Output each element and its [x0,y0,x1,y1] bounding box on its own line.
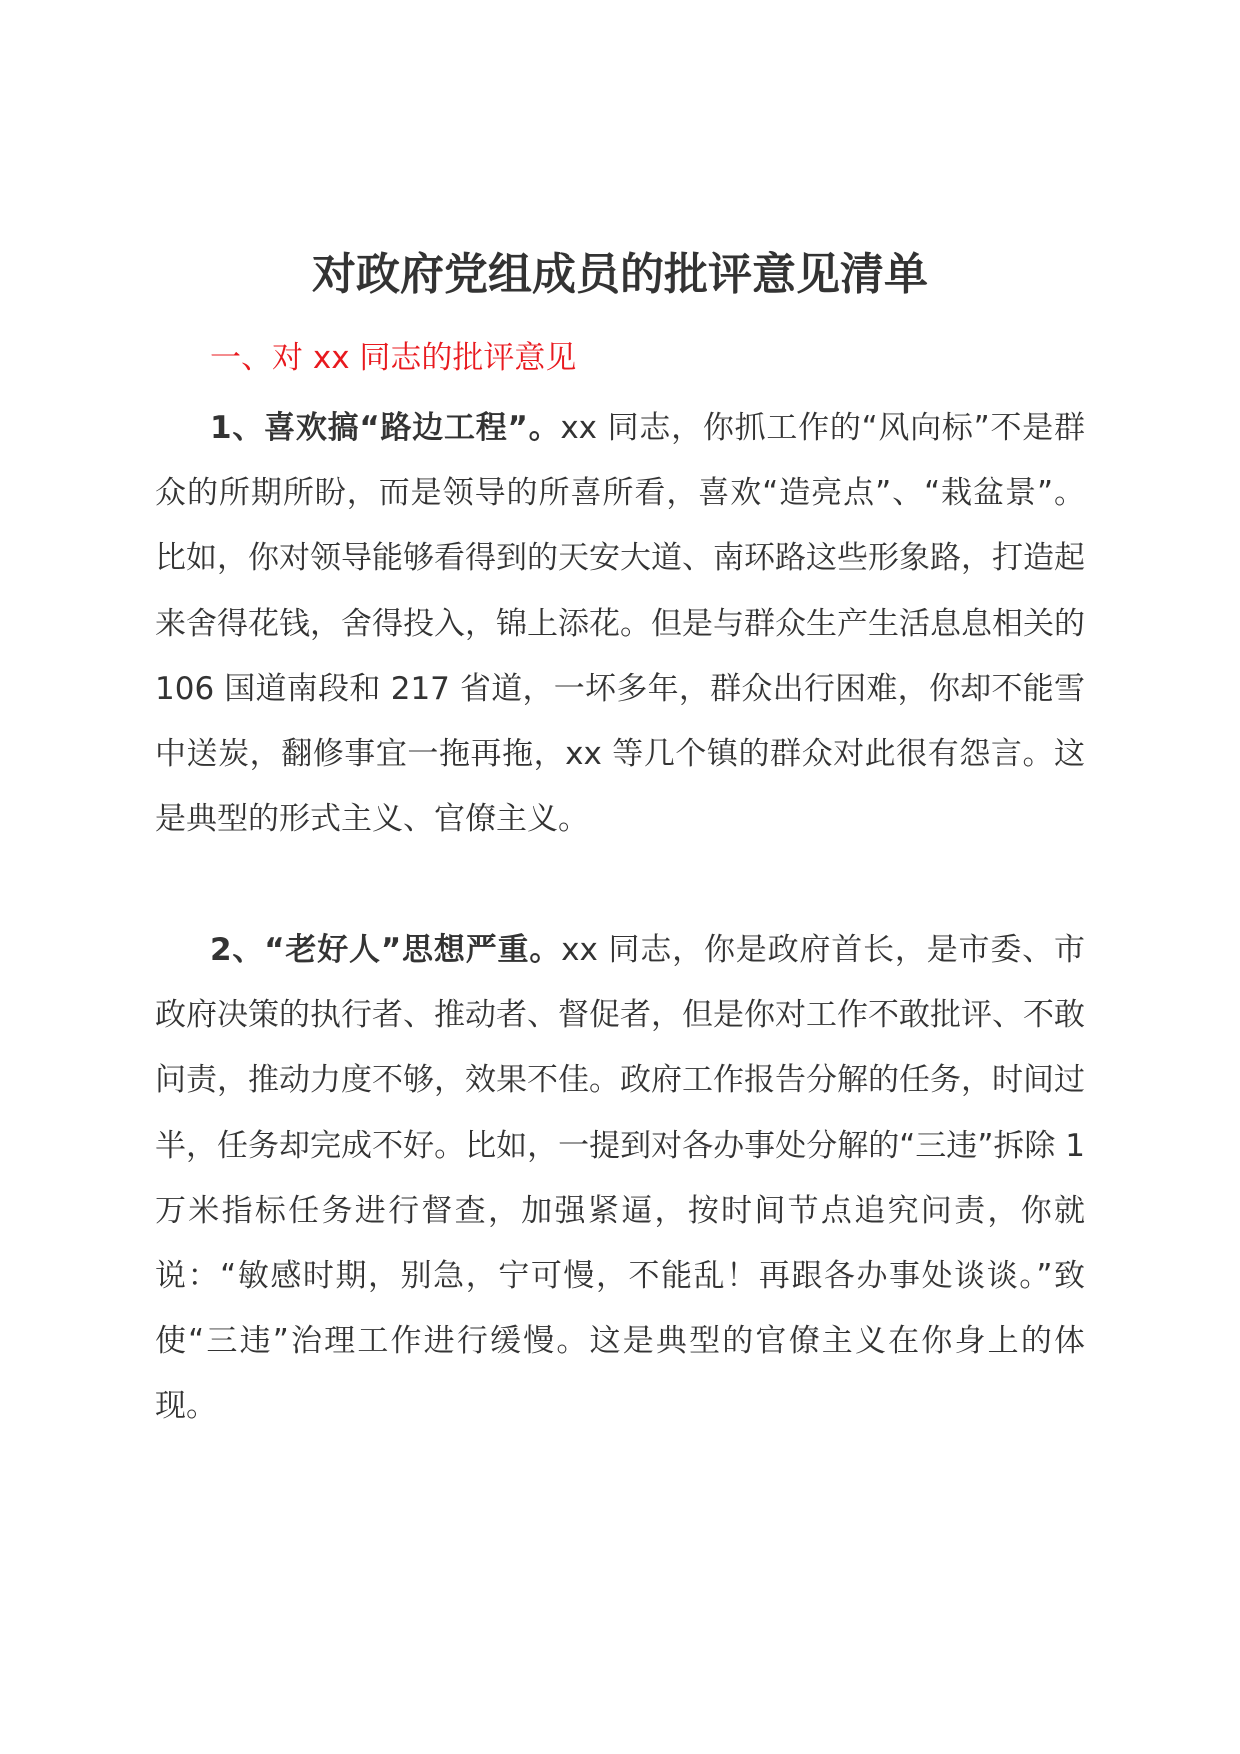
document-title: 对政府党组成员的批评意见清单 [312,249,928,300]
section-heading: 一、对 xx 同志的批评意见 [210,340,577,376]
criticism-item-1-lead: 1、喜欢搞“路边工程”。 [210,410,561,446]
criticism-item-1-body: xx 同志，你抓工作的“风向标”不是群众的所期所盼，而是领导的所喜所看，喜欢“造亮点”、“栽盆景”。比如，你对领导能够看得到的天安大道、南环路这些形象路，打造起来舍得花钱，舍得投入，锦上添花。但是与群众生产生活息息相关的 106 国道南段和 217 省道，一坏多年，群众出行困难，你却不能雪中送炭，翻修事宜一拖再拖，xx 等几个镇的群众对此很有怨言。这是典型的形式主义、官僚主义。 [155,410,1085,838]
criticism-item-2-lead: 2、“老好人”思想严重。 [210,932,562,968]
criticism-item-1 [155,396,1085,852]
criticism-item-2-body: xx 同志，你是政府首长，是市委、市政府决策的执行者、推动者、督促者，但是你对工作不敢批评、不敢问责，推动力度不够，效果不佳。政府工作报告分解的任务，时间过半，任务却完成不好。比如，一提到对各办事处分解的“三违”拆除 1 万米指标任务进行督查，加强紧逼，按时间节点追究问责，你就说：“敏感时期，别急，宁可慢，不能乱！再跟各办事处谈谈。”致使“三违”治理工作进行缓慢。这是典型的官僚主义在你身上的体现。 [155,932,1085,1425]
criticism-item-2 [155,918,1085,1440]
